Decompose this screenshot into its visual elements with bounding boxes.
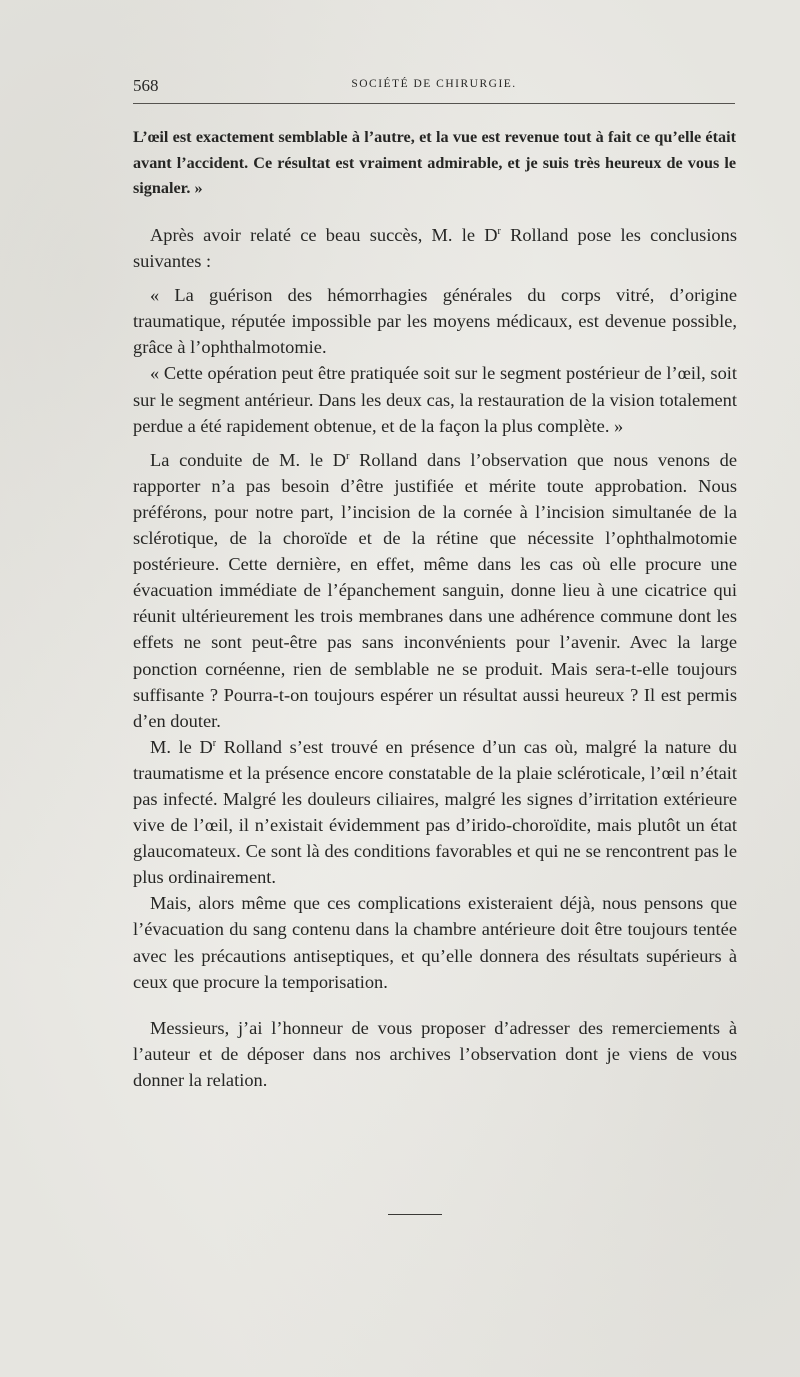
running-title: SOCIÉTÉ DE CHIRURGIE. xyxy=(351,78,517,90)
paragraph-recommendation: Mais, alors même que ces complications existeraient déjà, nous pensons que l’évacuation du sang contenu dans la chambre antérieure doit être toujours tentée avec les précautions antiseptiques, et qu’elle donnera des résultats supérieurs à ceux que procure la temporisation. xyxy=(133,893,737,992)
paragraph-conclusion-2: « Cette opération peut être pratiquée soit sur le segment postérieur de l’œil, soit sur le segment antérieur. Dans les deux cas, la restauration de la vision totalement perdue a été rapidement obtenue, et de la façon la plus complète. » xyxy=(133,363,737,436)
header-rule xyxy=(133,103,735,104)
paragraph-case-analysis: M. le $D^r$ Rolland s’est trouvé en présence d’un cas où, malgré la nature du traumatisme et la présence encore constatable de la plaie scléroticale, l’œil n’était pas infecté. Malgré les douleurs ciliaires, malgré les signes d’irritation extérieure vive de l’œil, il n’existait évidemment pas d’irido-choroïdite, mais plutôt un état glaucomateux. Ce sont là des conditions favorables et qui ne se rencontrent pas le plus ordinairement. xyxy=(133,736,737,888)
paragraph-conclusion-1: « La guérison des hémorrhagies générales du corps vitré, d’origine traumatique, réputée impossible par les moyens médicaux, est devenue possible, grâce à l’ophthalmotomie. xyxy=(133,285,737,358)
page-number: 568 xyxy=(133,76,159,95)
quoted-letter-end: L’œil est exactement semblable à l’autre, et la vue est revenue tout à fait ce qu’elle était avant l’accident. Ce résultat est vraiment admirable, et je suis très heureux de vous le signaler. » xyxy=(133,128,736,197)
paragraph-closing: Messieurs, j’ai l’honneur de vous proposer d’adresser des remerciements à l’auteur et de déposer dans nos archives l’observation dont je viens de vous donner la relation. xyxy=(133,1017,737,1090)
paragraph-conclusions-intro: Après avoir relaté ce beau succès, M. le $D^r$ Rolland pose les conclusions suivantes : xyxy=(133,225,737,272)
end-rule xyxy=(388,1214,442,1215)
body-text xyxy=(133,222,737,1093)
paragraph-discussion: La conduite de M. le $D^r$ Rolland dans l’observation que nous venons de rapporter n’a pas besoin d’être justifiée et mérite toute approbation. Nous préférons, pour notre part, l’incision de la cornée à l’incision simultanée de la sclérotique, de la choroïde et de la rétine que nécessite l’ophthalmotomie postérieure. Cette dernière, en effet, même dans les cas où elle procure une évacuation immédiate de l’épanchement sanguin, donne lieu à une cicatrice qui réunit ultérieurement les trois membranes dans une adhérence commune dont les effets ne sont peut-être pas sans inconvénients pour l’avenir. Avec la large ponction cornéenne, rien de semblable ne se produit. Mais sera-t-elle toujours suffisante ? Pourra-t-on toujours espérer un résultat aussi heureux ? Il est permis d’en douter. xyxy=(133,449,737,731)
running-head xyxy=(133,76,735,100)
